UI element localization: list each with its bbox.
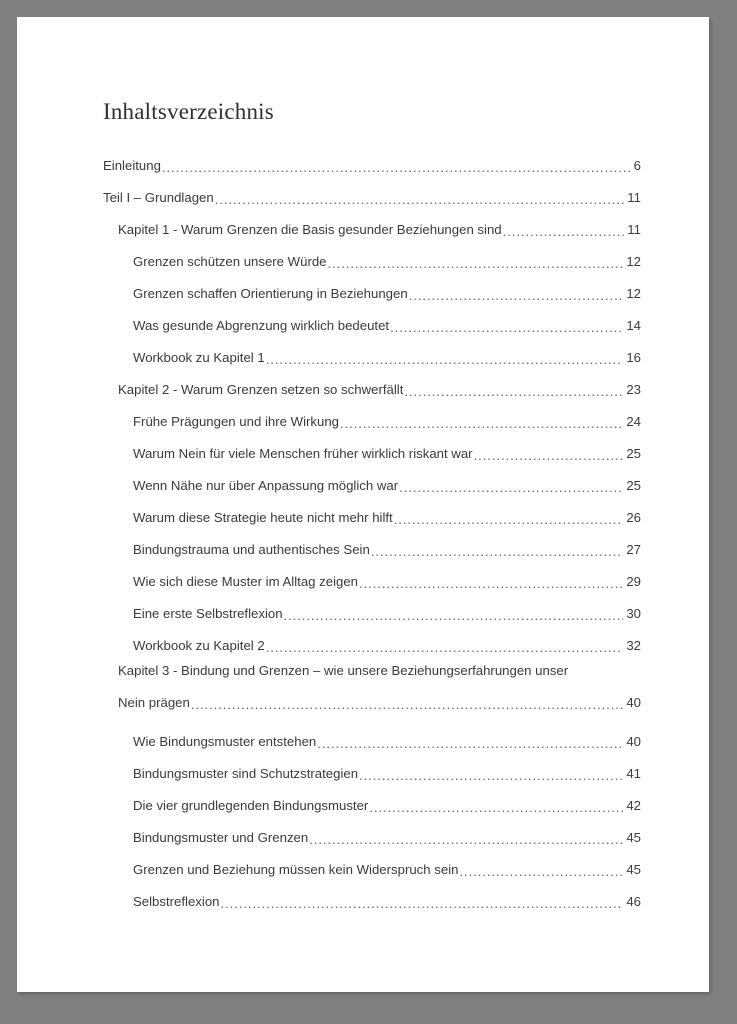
toc-entry[interactable]	[103, 655, 641, 719]
toc-entry-label: Workbook zu Kapitel 2	[133, 638, 265, 654]
toc-entry-page-number: 25	[626, 446, 641, 462]
toc-entry-label: Selbstreflexion	[133, 894, 220, 910]
toc-entry-page-number: 40	[626, 734, 641, 750]
dot-leader	[221, 896, 624, 910]
toc-entry[interactable]	[103, 559, 641, 591]
toc-entry-label: Wie Bindungsmuster entstehen	[133, 734, 317, 750]
table-of-contents-list	[103, 143, 641, 911]
toc-entry[interactable]	[103, 431, 641, 463]
toc-entry[interactable]	[103, 623, 641, 655]
toc-entry[interactable]	[103, 847, 641, 879]
dot-leader	[191, 704, 623, 718]
toc-entry-label: Kapitel 2 - Warum Grenzen setzen so schwerfällt	[118, 382, 404, 398]
toc-entry-page-number: 12	[626, 286, 641, 302]
toc-entry[interactable]	[103, 463, 641, 495]
toc-entry[interactable]	[103, 399, 641, 431]
document-page	[17, 17, 709, 992]
page-title: Inhaltsverzeichnis	[103, 99, 274, 124]
toc-entry-label: Eine erste Selbstreflexion	[133, 606, 283, 622]
toc-entry[interactable]	[103, 591, 641, 623]
dot-leader	[394, 512, 624, 526]
toc-entry[interactable]	[103, 751, 641, 783]
toc-entry-page-number: 12	[626, 254, 641, 270]
toc-entry-label: Warum Nein für viele Menschen früher wirklich riskant war	[133, 446, 473, 462]
toc-entry-label: Bindungsmuster und Grenzen	[133, 830, 309, 846]
dot-leader	[215, 192, 625, 206]
toc-entry[interactable]	[103, 143, 641, 175]
toc-entry-label: Wenn Nähe nur über Anpassung möglich war	[133, 478, 399, 494]
toc-entry-label: Frühe Prägungen und ihre Wirkung	[133, 414, 339, 430]
toc-entry[interactable]	[103, 175, 641, 207]
toc-entry-page-number: 46	[626, 894, 641, 910]
dot-leader	[328, 256, 624, 270]
dot-leader	[503, 224, 625, 238]
toc-entry-page-number: 27	[626, 542, 641, 558]
toc-entry-label: Einleitung	[103, 158, 161, 174]
toc-entry-page-number: 24	[626, 414, 641, 430]
toc-entry-label: Warum diese Strategie heute nicht mehr hilft	[133, 510, 393, 526]
toc-entry-page-number: 41	[626, 766, 641, 782]
toc-entry[interactable]	[103, 207, 641, 239]
toc-entry-label: Workbook zu Kapitel 1	[133, 350, 265, 366]
toc-entry-label: Grenzen und Beziehung müssen kein Widerspruch sein	[133, 862, 459, 878]
dot-leader	[404, 384, 623, 398]
toc-entry[interactable]	[103, 783, 641, 815]
dot-leader	[474, 448, 624, 462]
dot-leader	[284, 608, 624, 622]
toc-entry-page-number: 16	[626, 350, 641, 366]
toc-entry-label: Die vier grundlegenden Bindungsmuster	[133, 798, 369, 814]
toc-entry-page-number: 11	[627, 222, 641, 238]
dot-leader	[409, 288, 624, 302]
toc-entry-page-number: 14	[626, 318, 641, 334]
toc-entry-page-number: 23	[626, 382, 641, 398]
toc-entry-label: Was gesunde Abgrenzung wirklich bedeutet	[133, 318, 390, 334]
toc-entry-label-line2: Nein prägen	[118, 695, 190, 710]
dot-leader	[309, 832, 623, 846]
toc-entry-page-number: 29	[626, 574, 641, 590]
dot-leader	[371, 544, 624, 558]
dot-leader	[390, 320, 623, 334]
toc-entry-page-number: 25	[626, 478, 641, 494]
toc-entry-label: Bindungstrauma und authentisches Sein	[133, 542, 370, 558]
toc-entry[interactable]	[103, 367, 641, 399]
toc-entry[interactable]	[103, 239, 641, 271]
dot-leader	[359, 768, 623, 782]
toc-entry[interactable]	[103, 495, 641, 527]
toc-entry-label: Grenzen schaffen Orientierung in Beziehungen	[133, 286, 408, 302]
toc-entry-page-number: 45	[626, 830, 641, 846]
toc-entry-page-number: 32	[626, 638, 641, 654]
toc-entry-page-number: 30	[626, 606, 641, 622]
toc-entry-page-number: 6	[633, 158, 641, 174]
toc-entry-continuation	[118, 687, 641, 719]
toc-entry[interactable]	[103, 879, 641, 911]
toc-entry-page-number: 26	[626, 510, 641, 526]
toc-entry-label: Teil I – Grundlagen	[103, 190, 214, 206]
dot-leader	[266, 352, 624, 366]
toc-entry-label: Kapitel 3 - Bindung und Grenzen – wie unsere Beziehungserfahrungen unser	[118, 663, 569, 678]
dot-leader	[369, 800, 623, 814]
toc-entry[interactable]	[103, 527, 641, 559]
dot-leader	[162, 160, 631, 174]
toc-entry[interactable]	[103, 719, 641, 751]
toc-entry[interactable]	[103, 303, 641, 335]
dot-leader	[266, 640, 624, 654]
toc-entry-page-number: 11	[627, 190, 641, 206]
toc-entry[interactable]	[103, 271, 641, 303]
toc-entry-label: Wie sich diese Muster im Alltag zeigen	[133, 574, 359, 590]
dot-leader	[459, 864, 623, 878]
toc-entry-label: Bindungsmuster sind Schutzstrategien	[133, 766, 359, 782]
toc-entry-page-number: 42	[626, 798, 641, 814]
toc-entry-page-number: 45	[626, 862, 641, 878]
dot-leader	[359, 576, 623, 590]
toc-entry[interactable]	[103, 815, 641, 847]
dot-leader	[340, 416, 623, 430]
toc-entry-label: Kapitel 1 - Warum Grenzen die Basis gesunder Beziehungen sind	[118, 222, 502, 238]
toc-entry[interactable]	[103, 335, 641, 367]
toc-entry-label: Grenzen schützen unsere Würde	[133, 254, 327, 270]
dot-leader	[399, 480, 623, 494]
toc-entry-page-number: 40	[626, 695, 641, 710]
dot-leader	[317, 736, 623, 750]
